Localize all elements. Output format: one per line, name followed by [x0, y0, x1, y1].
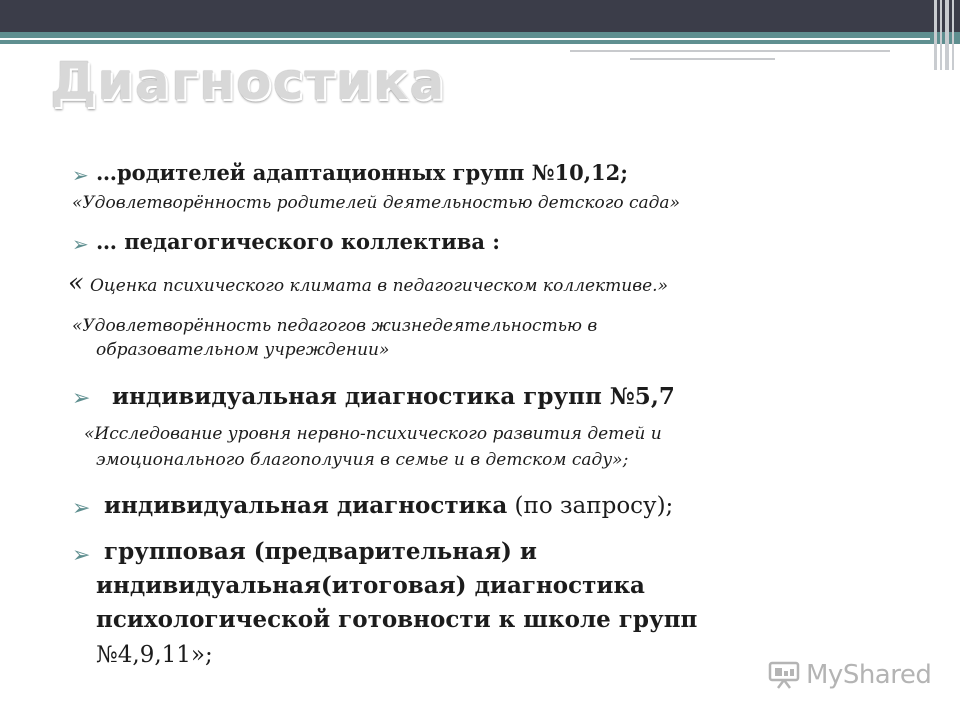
- bullet-text-row: [104, 492, 673, 519]
- bullet-text: индивидуальная диагностика групп №5,7: [112, 383, 675, 410]
- quote-text: эмоционального благополучия в семье и в детском саду»;: [96, 450, 629, 470]
- watermark-text: MyShared: [806, 660, 932, 690]
- quote-mark: «: [68, 268, 84, 298]
- watermark: [768, 660, 931, 690]
- arrow-bullet-icon: ➢: [72, 496, 91, 521]
- slide-title: Диагностика: [50, 52, 446, 112]
- quote-text: «Исследование уровня нервно-психического развития детей и: [84, 424, 662, 444]
- quote-text: «Удовлетворённость родителей деятельностью детского сада»: [72, 193, 680, 213]
- bullet-text: …родителей адаптационных групп №10,12;: [96, 160, 628, 185]
- arrow-bullet-icon: ➢: [72, 386, 91, 411]
- presentation-board-icon: [768, 660, 802, 690]
- bullet-text: психологической готовности к школе групп: [96, 606, 698, 633]
- bullet-suffix: (по запросу);: [507, 493, 674, 519]
- quote-text: образовательном учреждении»: [96, 340, 390, 360]
- arrow-bullet-icon: ➢: [72, 232, 89, 256]
- bullet-text: индивидуальная(итоговая) диагностика: [96, 572, 645, 599]
- bullet-text: групповая (предварительная) и: [104, 538, 537, 565]
- quote-text: «Удовлетворённость педагогов жизнедеятельностью в: [72, 316, 598, 336]
- quote-text: Оценка психического климата в педагогическом коллективе.»: [90, 276, 668, 296]
- bullet-text: индивидуальная диагностика: [104, 492, 508, 519]
- bullet-text: №4,9,11»;: [96, 642, 213, 668]
- arrow-bullet-icon: ➢: [72, 543, 91, 568]
- arrow-bullet-icon: ➢: [72, 163, 89, 187]
- bullet-text: … педагогического коллектива :: [96, 229, 501, 254]
